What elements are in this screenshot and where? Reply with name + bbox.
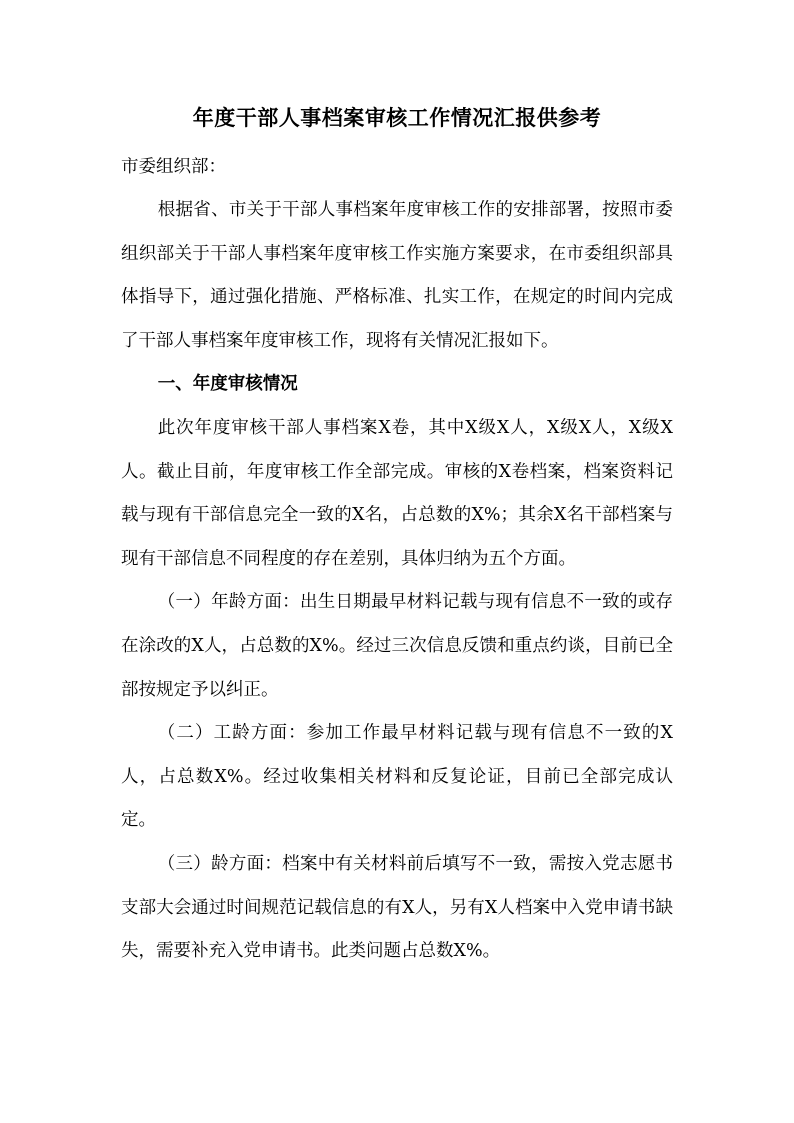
- document-title: 年度干部人事档案审核工作情况汇报供参考: [192, 105, 602, 130]
- intro-paragraph: 根据省、市关于干部人事档案年度审核工作的安排部署，按照市委组织部关于干部人事档案年度审核工作实施方案要求，在市委组织部具体指导下，通过强化措施、严格标准、扎实工作，在规定的时间内完成了干部人事档案年度审核工作，现将有关情况汇报如下。: [121, 200, 673, 351]
- party-paragraph: （三）龄方面：档案中有关材料前后填写不一致，需按入党志愿书支部大会通过时间规范记载信息的有X人，另有X人档案中入党申请书缺失，需要补充入党申请书。此类问题占总数X%。: [121, 853, 673, 962]
- age-paragraph: （一）年龄方面：出生日期最早材料记载与现有信息不一致的或存在涂改的X人，占总数的X%。经过三次信息反馈和重点约谈，目前已全部按规定予以纠正。: [121, 592, 673, 700]
- summary-paragraph: 此次年度审核干部人事档案X卷，其中X级X人，X级X人，X级X人。截止目前，年度审核工作全部完成。审核的X卷档案，档案资料记载与现有干部信息完全一致的X名，占总数的X%；其余X名干部档案与现有干部信息不同程度的存在差别，具体归纳为五个方面。: [121, 417, 673, 569]
- document-body: [121, 189, 673, 974]
- section-heading: 一、年度审核情况: [157, 374, 298, 395]
- work-years-paragraph: （二）工龄方面：参加工作最早材料记载与现有信息不一致的X人，占总数X%。经过收集相关材料和反复论证，目前已全部完成认定。: [121, 723, 673, 831]
- salutation: 市委组织部：: [121, 157, 226, 177]
